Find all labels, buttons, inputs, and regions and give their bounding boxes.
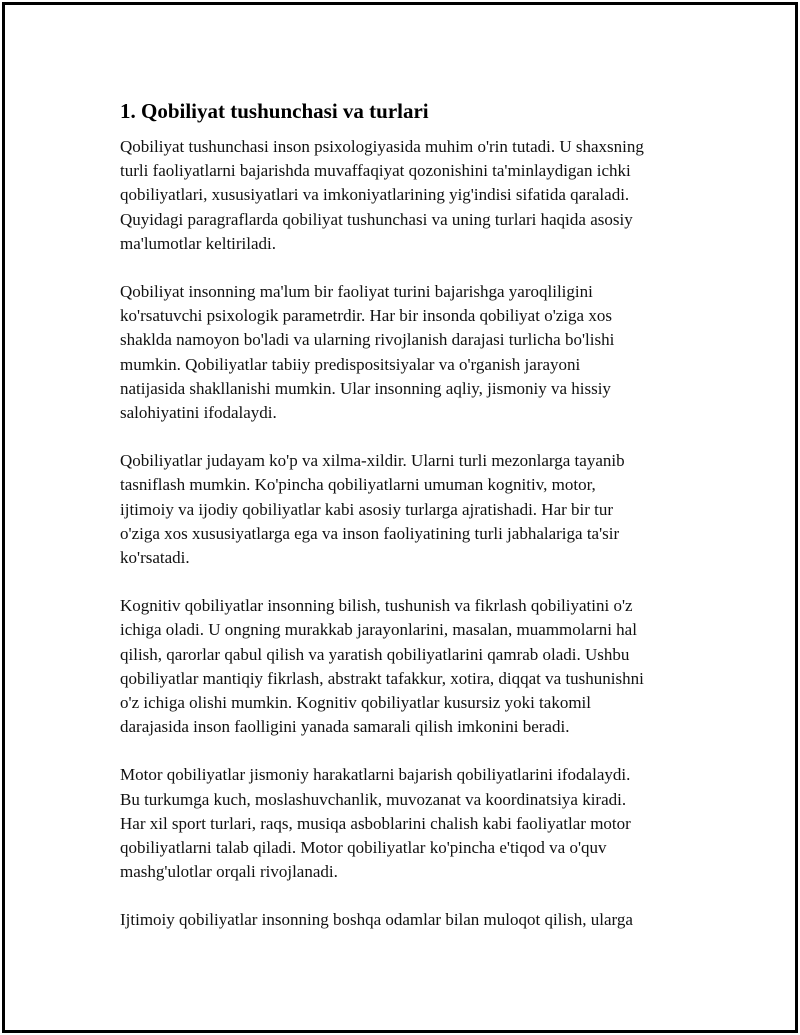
paragraph-line: ko'rsatadi. [120,548,190,568]
paragraph-line: ko'rsatuvchi psixologik parametrdir. Har bir insonda qobiliyat o'ziga xos [120,306,612,326]
paragraph-line: ma'lumotlar keltiriladi. [120,233,277,253]
paragraph-line: Bu turkumga kuch, moslashuvchanlik, muvozanat va koordinatsiya kiradi. [120,789,627,809]
section-heading: 1. Qobiliyat tushunchasi va turlari [120,99,429,123]
paragraph-6 [120,908,700,932]
paragraph-line: Qobiliyatlar judayam ko'p va xilma-xildir. Ularni turli mezonlarga tayanib [120,451,625,471]
paragraph-line: Ijtimoiy qobiliyatlar insonning boshqa odamlar bilan muloqot qilish, ularga [120,910,633,930]
paragraph-line: Kognitiv qobiliyatlar insonning bilish, tushunish va fikrlash qobiliyatini o'z [120,596,633,616]
paragraph-line: qobiliyatlar mantiqiy fikrlash, abstrakt tafakkur, xotira, diqqat va tushunishni [120,668,644,688]
paragraph-line: Har xil sport turlari, raqs, musiqa asboblarini chalish kabi faoliyatlar motor [120,813,631,833]
paragraph-line: ichiga oladi. U ongning murakkab jarayonlarini, masalan, muammolarni hal [120,620,637,640]
paragraph-line: mashg'ulotlar orqali rivojlanadi. [120,862,338,882]
paragraph-line: qobiliyatlari, xususiyatlari va imkoniyatlarining yig'indisi sifatida qaraladi. [120,185,630,205]
paragraph-3 [120,449,700,570]
paragraph-4 [120,594,700,739]
paragraph-2 [120,280,700,425]
paragraph-line: salohiyatini ifodalaydi. [120,403,277,423]
paragraph-line: Qobiliyat tushunchasi inson psixologiyasida muhim o'rin tutadi. U shaxsning [120,137,644,156]
page-frame [2,2,798,1033]
paragraph-line: darajasida inson faolligini yanada samarali qilish imkonini beradi. [120,717,570,737]
paragraph-line: qilish, qarorlar qabul qilish va yaratish qobiliyatlarini qamrab oladi. Ushbu [120,644,630,664]
paragraph-line: ijtimoiy va ijodiy qobiliyatlar kabi asosiy turlarga ajratishadi. Har bir tur [120,499,614,519]
paragraph-line: o'z ichiga olishi mumkin. Kognitiv qobiliyatlar kusursiz yoki takomil [120,693,591,713]
paragraph-line: natijasida shakllanishi mumkin. Ular insonning aqliy, jismoniy va hissiy [120,378,611,398]
paragraph-line: Qobiliyat insonning ma'lum bir faoliyat turini bajarishga yaroqliligini [120,282,593,302]
paragraph-line: qobiliyatlarni talab qiladi. Motor qobiliyatlar ko'pincha e'tiqod va o'quv [120,838,607,858]
paragraph-5 [120,763,700,884]
paragraph-line: turli faoliyatlarni bajarishda muvaffaqiyat qozonishini ta'minlaydigan ichki [120,161,631,181]
paragraph-line: shaklda namoyon bo'ladi va ularning rivojlanish darajasi turlicha bo'lishi [120,330,615,350]
paragraph-line: tasniflash mumkin. Ko'pincha qobiliyatlarni umuman kognitiv, motor, [120,475,596,495]
document-body [120,97,700,957]
paragraph-1 [120,135,700,256]
paragraph-line: Motor qobiliyatlar jismoniy harakatlarni bajarish qobiliyatlarini ifodalaydi. [120,765,631,785]
paragraph-line: o'ziga xos xususiyatlarga ega va inson faoliyatining turli jabhalariga ta'sir [120,523,620,543]
paragraph-line: mumkin. Qobiliyatlar tabiiy predispositsiyalar va o'rganish jarayoni [120,354,581,374]
paragraph-line: Quyidagi paragraflarda qobiliyat tushunchasi va uning turlari haqida asosiy [120,209,633,229]
